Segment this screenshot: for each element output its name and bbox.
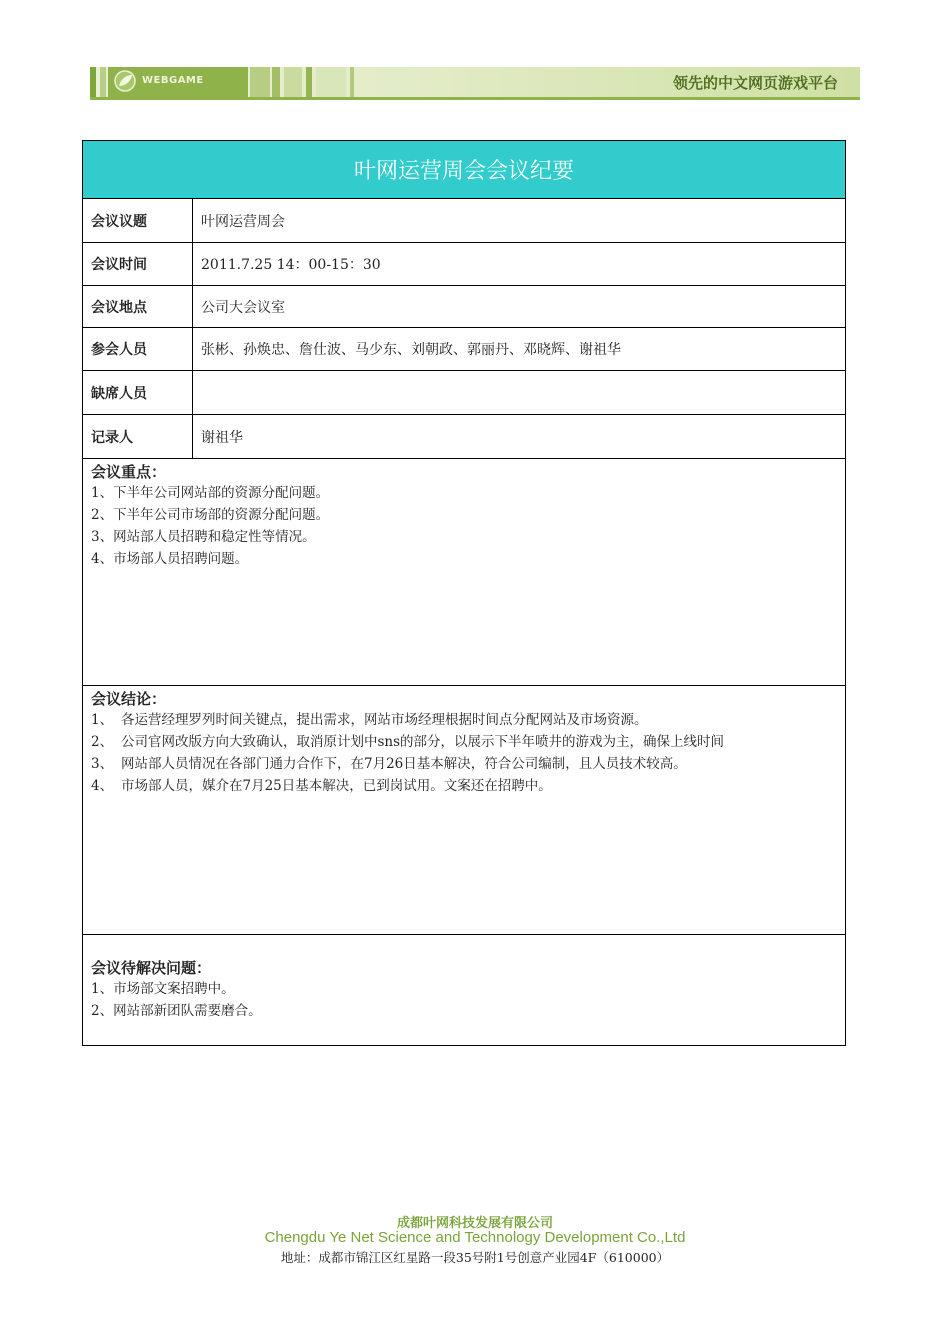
slogan: 领先的中文网页游戏平台	[672, 74, 838, 92]
table-row	[83, 199, 845, 243]
table-row	[83, 243, 845, 286]
section-heading: 会议结论：	[91, 690, 167, 708]
field-value: 叶网运营周会	[201, 213, 285, 230]
minutes-table	[82, 140, 846, 1046]
banner-stripe	[90, 67, 96, 97]
field-value: 张彬、孙焕忠、詹仕波、马少东、刘朝政、郭丽丹、邓晓辉、谢祖华	[201, 342, 621, 358]
list-item: 1、市场部文案招聘中。	[91, 981, 235, 997]
pending-section	[83, 935, 845, 1045]
table-row	[83, 328, 845, 371]
section-heading: 会议重点：	[91, 463, 167, 481]
list-item: 4、 市场部人员，媒介在7月25日基本解决，已到岗试用。文案还在招聘中。	[91, 778, 552, 794]
field-label: 记录人	[83, 415, 193, 458]
field-label: 会议地点	[83, 286, 193, 327]
list-item: 3、网站部人员招聘和稳定性等情况。	[91, 529, 316, 545]
banner-blocks	[250, 67, 400, 97]
logo-text: WEBGAME	[142, 75, 204, 86]
table-row	[83, 371, 845, 415]
field-label: 缺席人员	[83, 371, 193, 414]
field-value: 2011.7.25 14：00-15：30	[201, 257, 381, 273]
footer-company-en: Chengdu Ye Net Science and Technology Development Co.,Ltd	[264, 1229, 686, 1246]
footer-address: 地址：成都市锦江区红星路一段35号附1号创意产业园4F（610000）	[280, 1250, 670, 1265]
list-item: 2、 公司官网改版方向大致确认，取消原计划中sns的部分，以展示下半年喷井的游戏为主，确保上线时间	[91, 734, 725, 750]
list-item: 3、 网站部人员情况在各部门通力合作下，在7月26日基本解决，符合公司编制，且人员技术较高。	[91, 756, 687, 772]
banner-underline	[90, 97, 860, 100]
table-row	[83, 415, 845, 459]
footer-company-cn: 成都叶网科技发展有限公司	[396, 1216, 553, 1231]
list-item: 1、 各运营经理罗列时间关键点，提出需求，网站市场经理根据时间点分配网站及市场资源。	[91, 712, 648, 728]
conclusions-section	[83, 686, 845, 935]
list-item: 2、网站部新团队需要磨合。	[91, 1003, 262, 1019]
field-value: 公司大会议室	[201, 299, 285, 316]
logo	[108, 67, 248, 97]
list-item: 4、市场部人员招聘问题。	[91, 551, 249, 567]
field-label: 会议时间	[83, 243, 193, 285]
field-label: 会议议题	[83, 199, 193, 242]
field-value: 谢祖华	[201, 429, 243, 446]
list-item: 1、下半年公司网站部的资源分配问题。	[91, 485, 330, 501]
header-banner	[90, 67, 860, 97]
table-row	[83, 286, 845, 328]
document-title: 叶网运营周会会议纪要	[83, 141, 845, 199]
key-points-section	[83, 459, 845, 686]
list-item: 2、下半年公司市场部的资源分配问题。	[91, 507, 330, 523]
banner-stripe	[100, 67, 106, 97]
leaf-icon	[114, 70, 136, 92]
section-heading: 会议待解决问题：	[91, 959, 212, 977]
field-label: 参会人员	[83, 328, 193, 370]
